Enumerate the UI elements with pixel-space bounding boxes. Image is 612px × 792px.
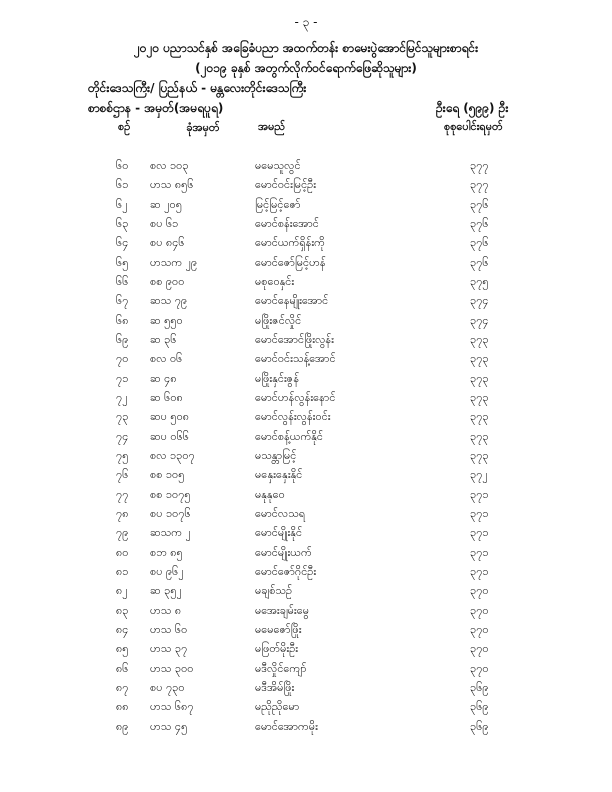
table-row <box>0 718 612 737</box>
roll-number: ဆ ၅၅၀ <box>150 313 183 327</box>
student-name: မဖြိုးဇင်လှိုင် <box>255 313 302 327</box>
total-score: ၃၇၁ <box>470 564 489 578</box>
document-title: ၂၀၂၀ ပညာသင်နှစ် အခြေခံပညာ အထက်တန်း စာမေးပွဲအောင်မြင်သူများစာရင်း <box>133 41 479 55</box>
row-number: ၈၂ <box>116 584 128 598</box>
row-number: ၆၁ <box>116 178 129 192</box>
student-name: မောင်စန်းအောင် <box>255 216 319 230</box>
student-name: မောင်လွန်းလွန်းဝင်း <box>255 410 331 424</box>
total-score: ၃၇၀ <box>470 661 489 675</box>
row-number: ၆၈ <box>116 313 129 327</box>
table-row <box>0 312 612 331</box>
student-name: မညိုညိုမော <box>255 700 300 714</box>
row-number: ၆၉ <box>116 332 129 346</box>
table-row <box>0 679 612 698</box>
student-name: မမေသူလွင် <box>255 159 301 172</box>
row-number: ၈၄ <box>116 622 129 636</box>
row-number: ၇၉ <box>116 526 129 540</box>
total-score: ၃၇၁ <box>470 526 489 540</box>
row-number: ၇၁ <box>116 371 129 385</box>
student-name: မသန္တာမြင့် <box>255 448 297 462</box>
table-row <box>0 389 612 408</box>
roll-number: စပ ၈၄၆ <box>150 236 185 250</box>
student-name: မမေဇော်ဖြိုး <box>255 622 302 636</box>
exam-center-count: ဦးရေ (၅၉၉) ဦး <box>436 101 509 115</box>
total-score: ၃၇၃ <box>470 429 489 443</box>
roll-number: စလ ၀၆ <box>150 352 183 366</box>
exam-center-label: စာစစ်ဌာန - အမှတ်(အမရပူရ) <box>88 101 224 115</box>
total-score: ၃၆၉ <box>470 700 489 714</box>
student-name: မနုနုဝေ <box>255 487 285 501</box>
roll-number: ဆသ ၇၉ <box>150 294 188 308</box>
table-row <box>0 234 612 253</box>
roll-number: ဆပ ၀၆၆ <box>150 429 189 443</box>
row-number: ၈၀ <box>116 545 129 559</box>
table-row <box>0 196 612 215</box>
roll-number: ဆ ၃၆ <box>150 332 177 346</box>
total-score: ၃၆၉ <box>470 719 489 733</box>
table-row <box>0 621 612 640</box>
total-score: ၃၇၁ <box>470 487 489 501</box>
student-name: မောင်ဇော်မြင့်ဟန် <box>255 255 326 269</box>
roll-number: ဆ ၄၈ <box>150 371 177 385</box>
table-row <box>0 370 612 389</box>
row-number: ၆၂ <box>116 197 128 211</box>
total-score: ၃၇၀ <box>470 642 489 656</box>
row-number: ၇၆ <box>116 468 129 482</box>
table-row <box>0 505 612 524</box>
row-number: ၇၅ <box>116 448 129 462</box>
table-row <box>0 602 612 621</box>
total-score: ၃၇၄ <box>470 313 489 327</box>
table-row <box>0 466 612 485</box>
student-name: မြင့်မြင့်ဇော် <box>255 197 301 211</box>
roll-number: စပ ၆၁ <box>150 216 179 230</box>
row-number: ၈၅ <box>116 642 129 656</box>
student-name: မဖြိုးနှင်းဇွန် <box>255 371 300 385</box>
total-score: ၃၇၃ <box>470 371 489 385</box>
roll-number: စပ ၁၀၇၆ <box>150 506 191 520</box>
row-number: ၇၇ <box>116 487 129 501</box>
student-name: မဒီလှိုင်ကျော် <box>255 661 307 675</box>
table-row <box>0 408 612 427</box>
total-score: ၃၇၀ <box>470 622 489 636</box>
column-header-no: စဉ် <box>118 120 131 133</box>
row-number: ၈၁ <box>116 564 129 578</box>
row-number: ၇၀ <box>116 352 129 366</box>
student-name: မစုဝေနှင်း <box>255 274 295 288</box>
student-name: မောင်ဝင်းသန့်အောင် <box>255 352 336 366</box>
roll-number: စလ ၁၃၀၇ <box>150 448 195 462</box>
student-name: မောင်လသရ <box>255 506 306 520</box>
roll-number: ဟသ ၆၈၇ <box>150 700 194 714</box>
total-score: ၃၇၁ <box>470 506 489 520</box>
total-score: ၃၇၃ <box>470 332 489 346</box>
roll-number: ဟသ ၃၇ <box>150 642 188 656</box>
roll-number: ဟသက ၂၉ <box>150 255 198 269</box>
student-name: မချစ်သဉ် <box>255 584 293 598</box>
row-number: ၈၆ <box>116 661 129 675</box>
roll-number: ဟသ ၄၅ <box>150 719 188 733</box>
results-table <box>0 157 612 737</box>
table-row <box>0 331 612 350</box>
student-name: မောင်ဟန်လွန်းနောင် <box>255 390 336 404</box>
roll-number: စဘ ၈၅ <box>150 545 183 559</box>
total-score: ၃၇၂ <box>470 468 488 482</box>
table-row <box>0 582 612 601</box>
row-number: ၈၉ <box>116 719 129 733</box>
row-number: ၆၅ <box>116 255 129 269</box>
total-score: ၃၇၆ <box>470 197 489 211</box>
student-name: မောင်အောင်ဖြိုးလွန်း <box>255 332 334 346</box>
student-name: မနှေးနှေးနိုင် <box>255 468 303 482</box>
row-number: ၇၂ <box>116 390 128 404</box>
table-row <box>0 640 612 659</box>
total-score: ၃၆၉ <box>470 680 489 694</box>
student-name: မောင်ဇော်ဂိုင်ဦး <box>255 564 317 578</box>
table-row <box>0 254 612 273</box>
roll-number: ဟသ ၃၀၀ <box>150 661 194 675</box>
row-number: ၆၀ <box>116 159 129 172</box>
document-subtitle: (၂၀၁၉ ခုနှစ် အတွက်လိုက်ဝင်ရောက်ဖြေဆိုသူများ) <box>195 61 417 75</box>
roll-number: စပ ၇၃၀ <box>150 680 185 694</box>
column-header-name: အမည် <box>258 120 286 133</box>
roll-number: စလ ၁၀၃ <box>150 159 189 172</box>
roll-number: ဟသ ၈၅၆ <box>150 178 194 192</box>
table-row <box>0 428 612 447</box>
student-name: မောင်နေမျိုးအောင် <box>255 294 329 308</box>
total-score: ၃၇၃ <box>470 410 489 424</box>
table-row <box>0 544 612 563</box>
student-name: မောင်မျိုးယက် <box>255 545 312 559</box>
total-score: ၃၇၆ <box>470 216 489 230</box>
roll-number: ဆပ ၅၀၈ <box>150 410 190 424</box>
row-number: ၆၃ <box>116 216 129 230</box>
student-name: မအေးချမ်းမွေ <box>255 603 309 617</box>
roll-number: ဆသက ၂ <box>150 526 191 540</box>
row-number: ၆၇ <box>116 294 129 308</box>
region-label: တိုင်းဒေသကြီး/ ပြည်နယ် - မန္တလေးတိုင်းဒေသကြီး <box>88 81 307 95</box>
row-number: ၈၇ <box>116 680 129 694</box>
total-score: ၃၇၃ <box>470 448 489 462</box>
table-row <box>0 273 612 292</box>
row-number: ၈၃ <box>116 603 129 617</box>
table-row <box>0 524 612 543</box>
table-row <box>0 350 612 369</box>
page-number: - ၃ - <box>294 15 318 29</box>
student-name: မောင်မျိုးနိုင် <box>255 526 303 540</box>
row-number: ၈၈ <box>116 700 129 714</box>
roll-number: စစ ၁၀၇၅ <box>150 487 191 501</box>
table-row <box>0 660 612 679</box>
total-score: ၃၇၁ <box>470 545 489 559</box>
student-name: မောင်စန့်ယက်နိုင် <box>255 429 323 443</box>
table-row <box>0 157 612 176</box>
roll-number: ဟသ ၈ <box>150 603 182 617</box>
roll-number: ဟသ ၆၀ <box>150 622 188 636</box>
row-number: ၇၈ <box>116 506 129 520</box>
total-score: ၃၇၆ <box>470 255 489 269</box>
total-score: ၃၇၇ <box>470 178 489 192</box>
table-row <box>0 698 612 717</box>
roll-number: ဆ ၂၀၅ <box>150 197 182 211</box>
column-header-total: စုစုပေါင်းရမှတ် <box>444 120 503 133</box>
roll-number: စပ ၉၆၂ <box>150 564 184 578</box>
total-score: ၃၇၀ <box>470 603 489 617</box>
row-number: ၆၆ <box>116 274 129 288</box>
student-name: မဒီအိမ်ဖြိုး <box>255 680 295 694</box>
total-score: ၃၇၃ <box>470 390 489 404</box>
table-row <box>0 447 612 466</box>
total-score: ၃၇၄ <box>470 294 489 308</box>
student-name: မောင်အောကမိုး <box>255 719 318 733</box>
row-number: ၇၄ <box>116 429 129 443</box>
table-row <box>0 292 612 311</box>
table-row <box>0 486 612 505</box>
table-row <box>0 176 612 195</box>
total-score: ၃၇၇ <box>470 159 489 172</box>
total-score: ၃၇၀ <box>470 584 489 598</box>
row-number: ၆၄ <box>116 236 129 250</box>
table-row <box>0 215 612 234</box>
student-name: မောင်ယက်ရှိန်းကို <box>255 236 325 250</box>
table-row <box>0 563 612 582</box>
student-name: မဖြတ်မိုးဦး <box>255 642 299 656</box>
roll-number: ဆ ၃၅၂ <box>150 584 182 598</box>
total-score: ၃၇၅ <box>470 274 489 288</box>
total-score: ၃၇၆ <box>470 236 489 250</box>
roll-number: စစ ၉၀၀ <box>150 274 185 288</box>
column-header-roll: ခုံအမှတ် <box>186 121 220 134</box>
roll-number: ဆ ၆၀၈ <box>150 390 183 404</box>
student-name: မောင်ဝင်းမြင့်ဦး <box>255 178 317 192</box>
row-number: ၇၃ <box>116 410 129 424</box>
roll-number: စစ ၁၀၅ <box>150 468 185 482</box>
total-score: ၃၇၃ <box>470 352 489 366</box>
